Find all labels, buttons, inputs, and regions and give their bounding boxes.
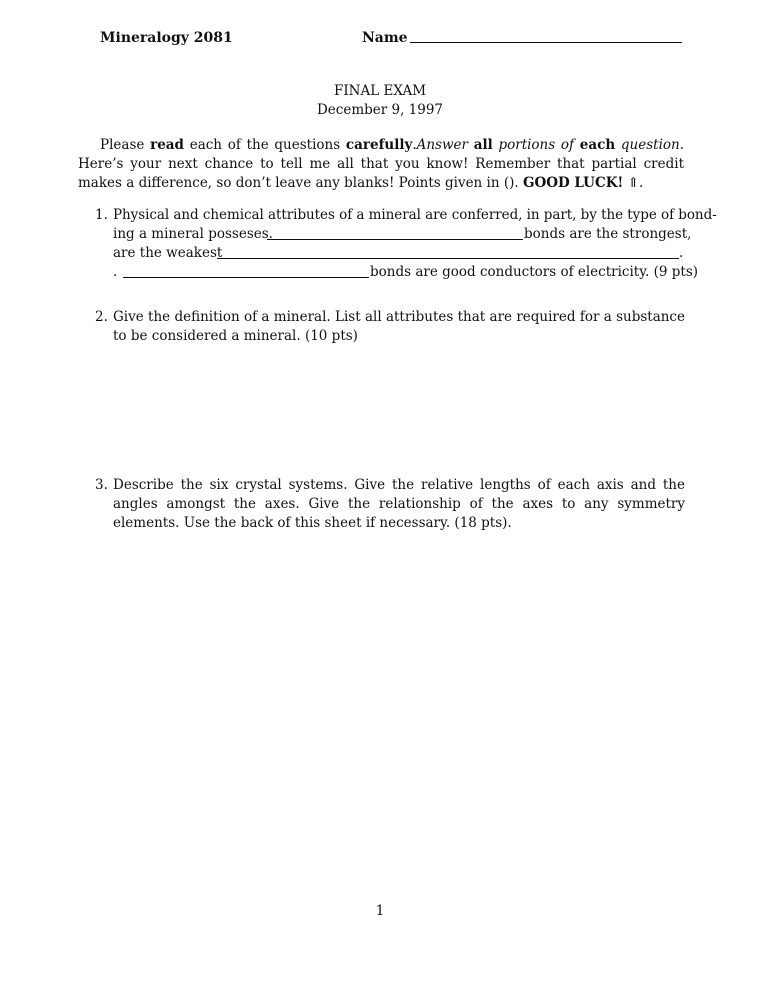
answer-blank-3[interactable] [123,265,369,278]
question-1-line-1: Physical and chemical attributes of a mineral are conferred, in part, by the type of bond- [113,207,717,223]
question-number: 1. [95,207,108,223]
answer-blank-2[interactable] [217,246,679,259]
name-label: Name [362,30,408,46]
question-number: 3. [95,477,108,493]
emphasis-portions-of: portions of [498,137,575,153]
page-header [100,30,690,50]
exam-date: December 9, 1997 [316,102,444,118]
question-3 [95,476,685,533]
name-field[interactable] [362,30,682,46]
up-arrow-icon: ⇑ [627,175,639,191]
question-1-line-4: . bonds are good conductors of electricity. (9 pts) [113,264,699,280]
question-1-line-2: ing a mineral posseses. bonds are the strongest, [113,226,692,242]
name-blank-line[interactable] [410,42,682,43]
question-number: 2. [95,309,108,325]
page-number: 1 [375,903,385,919]
emphasis-answer: Answer [416,137,468,153]
emphasis-all: all [473,137,493,153]
emphasis-read: read [150,137,184,153]
good-luck: GOOD LUCK! [522,175,624,191]
emphasis-each: each [579,137,616,153]
question-1 [95,206,717,282]
course-title: Mineralogy 2081 [100,30,233,46]
exam-title: FINAL EXAM [333,83,427,99]
answer-blank-1[interactable] [267,227,523,240]
emphasis-carefully: carefully [345,137,413,153]
exam-title-block [0,82,760,120]
question-1-line-3: are the weakest . [113,245,684,261]
question-3-text: Describe the six crystal systems. Give the relative lengths of each axis and the angles amongst the axes. Give the relationship of the axes to any symmetry elements. Use the back of this sheet if necessary. (18 pts). [113,477,685,531]
question-2-text: Give the definition of a mineral. List all attributes that are required for a substance to be considered a mineral. (10 pts) [113,309,685,344]
question-2 [95,308,685,346]
emphasis-question: question. [620,137,685,153]
instructions-paragraph: Please read each of the questions carefully.Answer all portions of each question. Here’s your next chance to tell me all that you know! Remember that partial credit makes a difference, so don’t leave any blanks! Points given in (). GOOD LUCK! ⇑. [78,137,685,191]
